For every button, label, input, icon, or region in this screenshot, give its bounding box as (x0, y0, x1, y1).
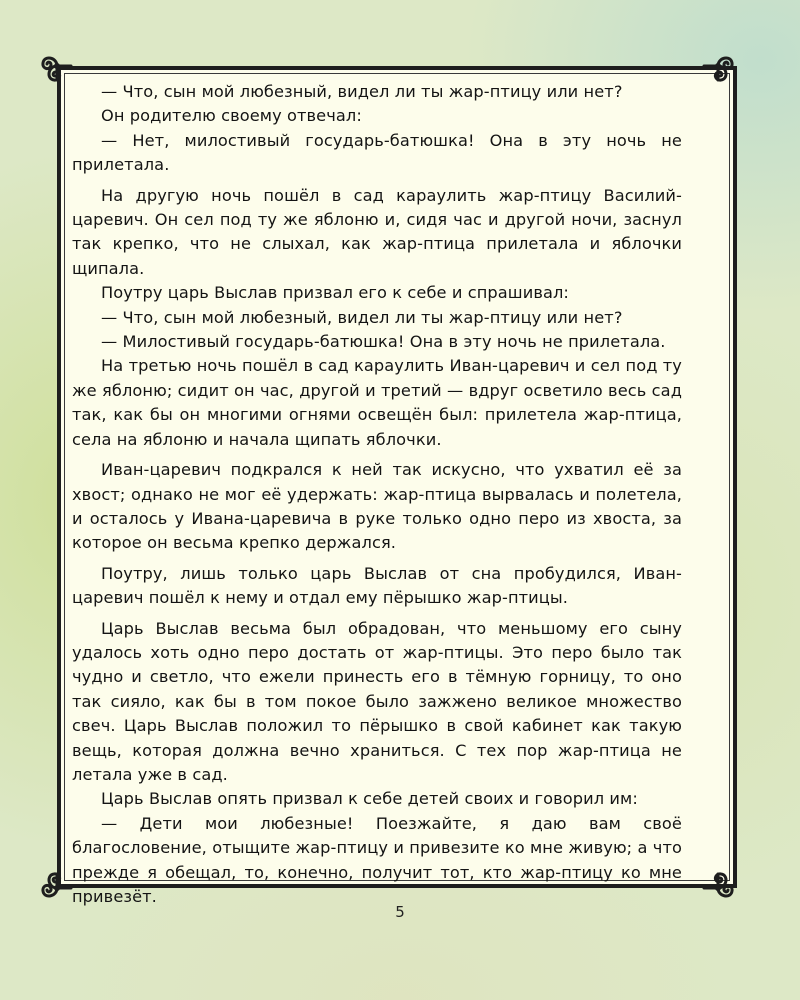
paragraph: На третью ночь пошёл в сад караулить Иван-царевич и сел под ту же яблоню; сидит он час, другой и третий — вдруг осветило весь сад так, как бы он многими огнями освещён был: прилетела жар-птица, села на яблоню и начала щипать яблочки. (72, 356, 682, 449)
paragraph: — Что, сын мой любезный, видел ли ты жар-птицу или нет? (101, 82, 623, 101)
paragraph: — Что, сын мой любезный, видел ли ты жар-птицу или нет? (101, 307, 623, 327)
spiral-flourish-icon (697, 45, 739, 87)
paragraph: Поутру, лишь только царь Выслав от сна пробудился, Иван-царевич пошёл к нему и отдал ему пёрышко жар-птицы. (72, 563, 682, 608)
paragraph: — Милостивый государь-батюшка! Она в эту ночь не прилетала. (101, 332, 666, 352)
paragraph: Поутру царь Выслав призвал его к себе и спрашивал: (101, 283, 569, 303)
paragraph: — Дети мои любезные! Поезжайте, я даю вам своё благословение, отыщите жар-птицу и привезите ко мне живую; а что прежде я обещал, то, конечно, получит тот, кто жар-птицу ко мне привезёт. (72, 813, 682, 906)
paragraph: Он родителю своему отвечал: (101, 106, 362, 126)
paragraph: Царь Выслав опять призвал к себе детей своих и говорил им: (101, 789, 638, 809)
paragraph: Иван-царевич подкрался к ней так искусно, что ухватил её за хвост; однако не мог её удержать: жар-птица вырвалась и полетела, и осталось у Ивана-царевича в руке только одно перо из хвоста, за которое он весьма крепко держался. (72, 460, 682, 553)
paragraph: Царь Выслав весьма был обрадован, что меньшому его сыну удалось хоть одно перо достать от жар-птицы. Это перо было так чудно и светло, что ежели принесть его в тёмную горницу, то оно так сияло, как бы в том покое было зажжено великое множество свеч. Царь Выслав положил то пёрышко в свой кабинет как такую вещь, которая должна вечно храниться. С тех пор жар-птица не летала уже в сад. (72, 618, 682, 784)
page-number: 5 (395, 903, 405, 921)
paragraph: — Нет, милостивый государь-батюшка! Она в эту ночь не прилетала. (72, 130, 682, 175)
story-text (72, 80, 682, 909)
paragraph: На другую ночь пошёл в сад караулить жар-птицу Василий-царевич. Он сел под ту же яблоню и, сидя час и другой ночи, заснул так крепко, что не слыхал, как жар-птица прилетала и яблочки щипала. (72, 185, 682, 278)
